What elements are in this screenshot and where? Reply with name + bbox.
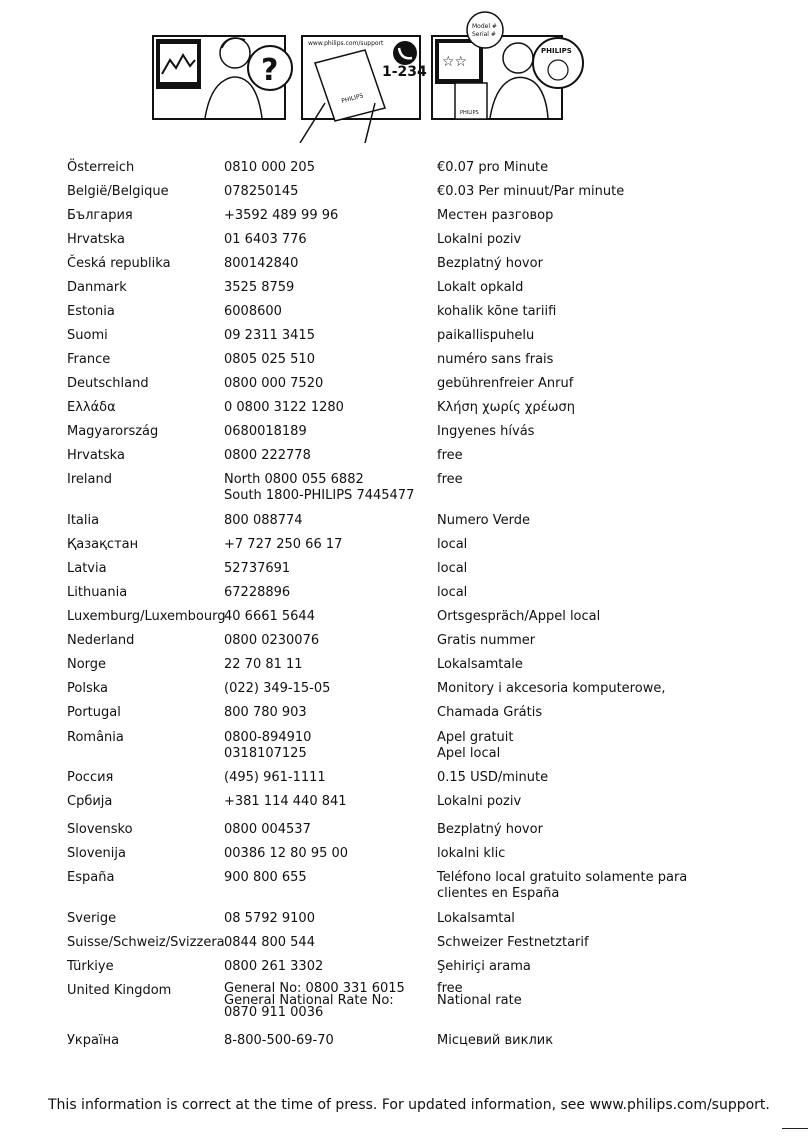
- country-name: Suomi: [67, 328, 108, 343]
- country-name: Lithuania: [67, 585, 128, 600]
- call-rate: [437, 822, 543, 838]
- phone-number-line: +7 727 250 66 17: [224, 537, 343, 552]
- phone-number: [224, 633, 319, 649]
- phone-number-line: 40 6661 5644: [224, 609, 315, 624]
- phone-number-line: (022) 349-15-05: [224, 681, 331, 696]
- phone-number-line: +381 114 440 841: [224, 794, 347, 809]
- country-name: France: [67, 352, 111, 367]
- call-rate-line: clientes en España: [437, 886, 560, 901]
- call-rate: [437, 208, 553, 224]
- country-name: España: [67, 870, 115, 885]
- phone-number: [224, 870, 307, 886]
- phone-number-line: 0318107125: [224, 746, 307, 761]
- country-name: Nederland: [67, 633, 135, 648]
- country-name: Україна: [67, 1033, 120, 1048]
- phone-number-line: +3592 489 99 96: [224, 208, 339, 223]
- phone-number: [224, 537, 342, 553]
- phone-number: [224, 561, 290, 577]
- call-rate: [437, 730, 514, 762]
- phone-number: [224, 681, 330, 697]
- phone-number-line: 800142840: [224, 256, 299, 271]
- call-rate-line: Gratis nummer: [437, 633, 536, 648]
- call-rate-line: Apel gratuit: [437, 730, 514, 745]
- call-rate-line: Местен разговор: [437, 208, 554, 223]
- phone-number-line: 0810 000 205: [224, 160, 315, 175]
- call-rate-line: Numero Verde: [437, 513, 531, 528]
- call-rate: [437, 400, 575, 416]
- confused-user-panel: [153, 36, 292, 119]
- call-rate: [437, 537, 467, 553]
- country-name: Россия: [67, 770, 114, 785]
- phone-number: [224, 770, 326, 786]
- phone-number-line: 0800 222778: [224, 448, 311, 463]
- phone-number-line: 22 70 81 11: [224, 657, 303, 672]
- phone-number-line: 3525 8759: [224, 280, 295, 295]
- call-rate: [437, 561, 467, 577]
- phone-number: [224, 352, 315, 368]
- call-rate-line: 0.15 USD/minute: [437, 770, 549, 785]
- phone-number: [224, 256, 298, 272]
- country-name: Česká republika: [67, 256, 171, 271]
- call-rate: [437, 633, 535, 649]
- phone-number-line: 08 5792 9100: [224, 911, 315, 926]
- phone-number-line: 09 2311 3415: [224, 328, 315, 343]
- call-rate-line: Teléfono local gratuito solamente para: [437, 870, 688, 885]
- country-name: Luxemburg/Luxembourg: [67, 609, 226, 624]
- phone-number: [224, 376, 323, 392]
- support-illustration: [150, 8, 660, 143]
- call-rate-line: numéro sans frais: [437, 352, 554, 367]
- footer-note: This information is correct at the time of press. For updated information, see www.philips.com/support.: [48, 1097, 770, 1113]
- country-name: Ireland: [67, 472, 112, 487]
- bubble-brand-text: PHILIPS: [541, 47, 572, 55]
- call-rate: [437, 448, 463, 464]
- phone-number-line: 01 6403 776: [224, 232, 307, 247]
- country-name: Ελλάδα: [67, 400, 116, 415]
- call-rate: [437, 935, 589, 951]
- phone-number: [224, 822, 311, 838]
- phone-number-line: 078250145: [224, 184, 299, 199]
- phone-number-line: 0 0800 3122 1280: [224, 400, 344, 415]
- page-corner-rule: [782, 1128, 808, 1129]
- phone-number-line: 52737691: [224, 561, 291, 576]
- phone-number-line: 800 088774: [224, 513, 303, 528]
- phone-number-line: 67228896: [224, 585, 291, 600]
- phone-number-line: 6008600: [224, 304, 282, 319]
- country-name: Hrvatska: [67, 448, 125, 463]
- phone-number-line: 8-800-500-69-70: [224, 1033, 334, 1048]
- phone-number: [224, 657, 303, 673]
- country-name: Hrvatska: [67, 232, 125, 247]
- phone-number: [224, 280, 294, 296]
- phone-number: [224, 911, 315, 927]
- country-name: Estonia: [67, 304, 115, 319]
- country-name: România: [67, 730, 124, 745]
- svg-text:?: ?: [261, 53, 279, 88]
- call-rate-line: paikallispuhelu: [437, 328, 535, 343]
- support-url-text: www.philips.com/support: [308, 40, 384, 47]
- call-rate-line: €0.07 pro Minute: [437, 160, 549, 175]
- country-name: Türkiye: [67, 959, 114, 974]
- call-rate-line: National rate: [437, 993, 522, 1008]
- manual-brand-text-2: PHILIPS: [460, 110, 479, 116]
- country-name: Danmark: [67, 280, 127, 295]
- call-rate: [437, 585, 467, 601]
- call-rate-line: kohalik kõne tariifi: [437, 304, 557, 319]
- call-rate-line: local: [437, 561, 468, 576]
- call-rate-line: €0.03 Per minuut/Par minute: [437, 184, 625, 199]
- call-rate-line: gebührenfreier Anruf: [437, 376, 574, 391]
- phone-number: [224, 983, 405, 1019]
- country-name: Deutschland: [67, 376, 149, 391]
- phone-number-line: 0800 0230076: [224, 633, 320, 648]
- country-name: Latvia: [67, 561, 107, 576]
- phone-number: [224, 472, 414, 504]
- call-rate: [437, 794, 521, 810]
- phone-number: [224, 232, 307, 248]
- calling-support-panel: [432, 12, 583, 119]
- phone-number-line: 0800 261 3302: [224, 959, 324, 974]
- phone-number-line: (495) 961-1111: [224, 770, 326, 785]
- country-name: Slovensko: [67, 822, 133, 837]
- serial-label: Serial #: [472, 31, 496, 38]
- phone-number: [224, 513, 303, 529]
- call-rate: [437, 256, 543, 272]
- phone-label: 1-234: [382, 64, 427, 80]
- phone-number: [224, 730, 311, 762]
- call-rate-line: Lokalt opkald: [437, 280, 524, 295]
- call-rate: [437, 681, 665, 697]
- call-rate: [437, 424, 534, 440]
- call-rate-line: Lokalsamtale: [437, 657, 523, 672]
- call-rate: [437, 705, 542, 721]
- phone-number: [224, 328, 315, 344]
- phone-number: [224, 794, 347, 810]
- phone-number-line: North 0800 055 6882: [224, 472, 364, 487]
- phone-number-line: General National Rate No:: [224, 993, 394, 1008]
- phone-number: [224, 585, 290, 601]
- call-rate-line: Ingyenes hívás: [437, 424, 535, 439]
- phone-number: [224, 959, 323, 975]
- phone-number: [224, 208, 338, 224]
- call-rate: [437, 959, 531, 975]
- call-rate-line: lokalni klic: [437, 846, 506, 861]
- country-name: Србија: [67, 794, 113, 809]
- call-rate: [437, 911, 515, 927]
- call-rate: [437, 513, 530, 529]
- call-rate: [437, 472, 463, 488]
- phone-number: [224, 1033, 334, 1049]
- phone-number: [224, 846, 348, 862]
- phone-number: [224, 400, 344, 416]
- country-name: Suisse/Schweiz/Svizzera: [67, 935, 225, 950]
- phone-number-line: 0800 000 7520: [224, 376, 324, 391]
- phone-number: [224, 304, 282, 320]
- phone-number-line: 0844 800 544: [224, 935, 315, 950]
- phone-number: [224, 160, 315, 176]
- phone-number: [224, 609, 315, 625]
- phone-number-line: 0800 004537: [224, 822, 311, 837]
- call-rate-line: Lokalsamtal: [437, 911, 515, 926]
- country-name: Norge: [67, 657, 107, 672]
- call-rate-line: free: [437, 981, 463, 996]
- phone-number: [224, 424, 307, 440]
- call-rate: [437, 870, 687, 902]
- country-name: Slovenija: [67, 846, 126, 861]
- call-rate: [437, 328, 534, 344]
- call-rate-line: Ortsgespräch/Appel local: [437, 609, 601, 624]
- country-name: Österreich: [67, 160, 135, 175]
- phone-number: [224, 705, 307, 721]
- phone-number-line: 0680018189: [224, 424, 307, 439]
- call-rate-line: Schweizer Festnetztarif: [437, 935, 589, 950]
- phone-number-line: General No: 0800 331 6015: [224, 981, 405, 996]
- call-rate: [437, 609, 600, 625]
- call-rate: [437, 232, 521, 248]
- call-rate-line: free: [437, 448, 463, 463]
- phone-number: [224, 935, 315, 951]
- country-name: Sverige: [67, 911, 117, 926]
- country-name: Italia: [67, 513, 100, 528]
- phone-number-line: 0805 025 510: [224, 352, 315, 367]
- call-rate-line: Κλήση χωρίς χρέωση: [437, 400, 576, 415]
- call-rate-line: Chamada Grátis: [437, 705, 543, 720]
- call-rate: [437, 352, 553, 368]
- country-name: United Kingdom: [67, 983, 172, 998]
- call-rate: [437, 1033, 553, 1049]
- country-name: Portugal: [67, 705, 121, 720]
- call-rate: [437, 304, 556, 320]
- call-rate-line: Bezplatný hovor: [437, 256, 543, 271]
- country-name: België/Belgique: [67, 184, 169, 199]
- call-rate-line: Місцевий виклик: [437, 1033, 554, 1048]
- call-rate: [437, 280, 523, 296]
- manual-support-panel: [300, 36, 427, 143]
- phone-number: [224, 448, 311, 464]
- phone-number-line: 00386 12 80 95 00: [224, 846, 349, 861]
- phone-number-line: 0800-894910: [224, 730, 312, 745]
- call-rate: [437, 770, 548, 786]
- country-name: Magyarország: [67, 424, 159, 439]
- call-rate-line: local: [437, 585, 468, 600]
- phone-number-line: 800 780 903: [224, 705, 307, 720]
- country-name: Қазақстан: [67, 537, 139, 552]
- call-rate-line: local: [437, 537, 468, 552]
- call-rate: [437, 376, 573, 392]
- call-rate: [437, 184, 624, 200]
- call-rate-line: Lokalni poziv: [437, 232, 522, 247]
- call-rate-line: Apel local: [437, 746, 501, 761]
- phone-number: [224, 184, 298, 200]
- phone-number-line: 0870 911 0036: [224, 1005, 324, 1020]
- phone-number-line: South 1800-PHILIPS 7445477: [224, 488, 415, 503]
- call-rate-line: Lokalni poziv: [437, 794, 522, 809]
- phone-number-line: 900 800 655: [224, 870, 307, 885]
- call-rate-line: Bezplatný hovor: [437, 822, 543, 837]
- call-rate-line: free: [437, 472, 463, 487]
- country-name: Polska: [67, 681, 108, 696]
- manual-brand-text: PHILIPS: [340, 92, 365, 105]
- call-rate: [437, 657, 523, 673]
- model-label: Model #: [472, 23, 497, 30]
- call-rate: [437, 846, 505, 862]
- call-rate-line: Şehiriçi arama: [437, 959, 531, 974]
- call-rate: [437, 983, 522, 1007]
- country-name: България: [67, 208, 133, 223]
- svg-text:☆☆: ☆☆: [442, 54, 468, 70]
- call-rate-line: Monitory i akcesoria komputerowe,: [437, 681, 666, 696]
- call-rate: [437, 160, 548, 176]
